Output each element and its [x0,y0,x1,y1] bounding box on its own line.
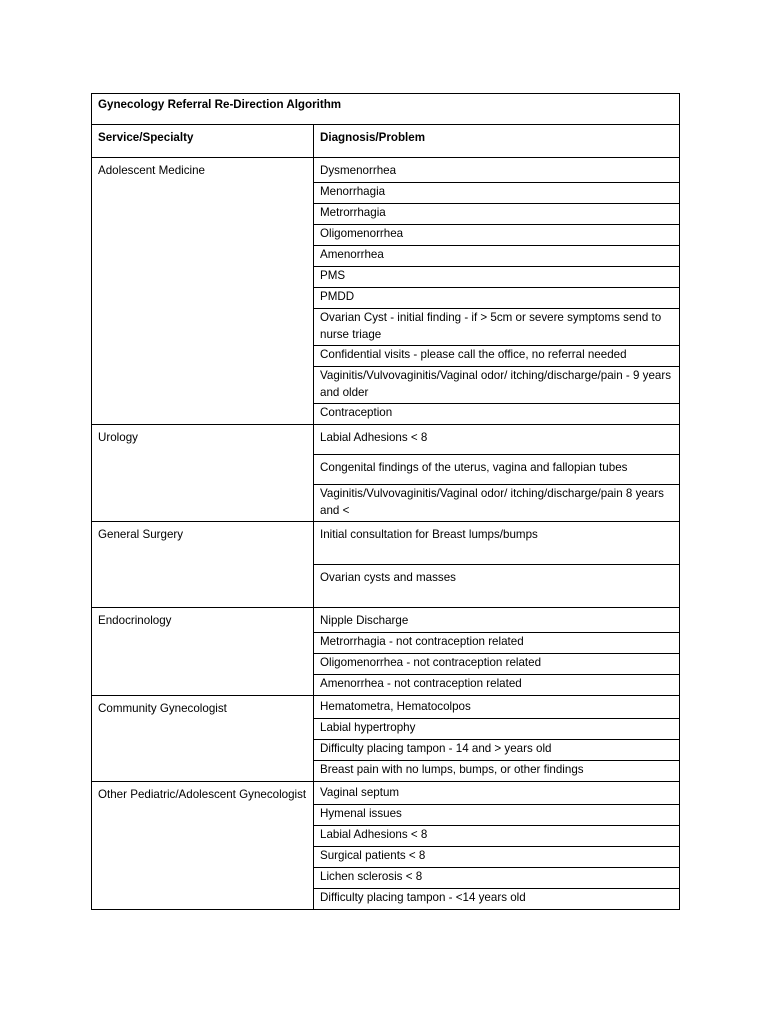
diagnosis-item: Labial Adhesions < 8 [314,826,680,847]
diagnosis-item: Difficulty placing tampon - 14 and > years old [314,740,680,761]
service-name: Endocrinology [92,608,314,696]
diagnosis-item: Dysmenorrhea [314,158,680,183]
diagnosis-item: Metrorrhagia - not contraception related [314,633,680,654]
table-row [92,696,680,719]
diagnosis-item: Breast pain with no lumps, bumps, or other findings [314,761,680,782]
diagnosis-item: Ovarian cysts and masses [314,565,680,608]
diagnosis-item: Hymenal issues [314,805,680,826]
diagnosis-item: Amenorrhea - not contraception related [314,675,680,696]
diagnosis-item: Menorrhagia [314,183,680,204]
diagnosis-item: Confidential visits - please call the office, no referral needed [314,346,680,367]
document-title: Gynecology Referral Re-Direction Algorithm [92,94,680,125]
header-row [92,125,680,158]
service-column-header: Service/Specialty [92,125,314,158]
diagnosis-item: Vaginitis/Vulvovaginitis/Vaginal odor/ itching/discharge/pain 8 years and < [314,485,680,522]
diagnosis-column-header: Diagnosis/Problem [314,125,680,158]
table-row [92,425,680,455]
diagnosis-item: Labial hypertrophy [314,719,680,740]
diagnosis-item: PMDD [314,288,680,309]
diagnosis-item: Initial consultation for Breast lumps/bumps [314,522,680,565]
referral-table [91,93,680,910]
service-name: Community Gynecologist [92,696,314,782]
diagnosis-item: Vaginal septum [314,782,680,805]
diagnosis-item: Labial Adhesions < 8 [314,425,680,455]
diagnosis-item: Difficulty placing tampon - <14 years old [314,889,680,910]
diagnosis-item: Nipple Discharge [314,608,680,633]
diagnosis-item: Amenorrhea [314,246,680,267]
table-row [92,522,680,565]
table-row [92,608,680,633]
diagnosis-item: Surgical patients < 8 [314,847,680,868]
table-row [92,782,680,805]
diagnosis-item: Hematometra, Hematocolpos [314,696,680,719]
table-row [92,158,680,183]
service-name: Other Pediatric/Adolescent Gynecologist [92,782,314,910]
diagnosis-item: Contraception [314,404,680,425]
diagnosis-item: PMS [314,267,680,288]
diagnosis-item: Ovarian Cyst - initial finding - if > 5cm or severe symptoms send to nurse triage [314,309,680,346]
service-name: Adolescent Medicine [92,158,314,425]
diagnosis-item: Lichen sclerosis < 8 [314,868,680,889]
diagnosis-item: Vaginitis/Vulvovaginitis/Vaginal odor/ itching/discharge/pain - 9 years and older [314,367,680,404]
diagnosis-item: Oligomenorrhea - not contraception related [314,654,680,675]
diagnosis-item: Metrorrhagia [314,204,680,225]
title-row [92,94,680,125]
diagnosis-item: Congenital findings of the uterus, vagina and fallopian tubes [314,455,680,485]
service-name: Urology [92,425,314,522]
diagnosis-item: Oligomenorrhea [314,225,680,246]
service-name: General Surgery [92,522,314,608]
